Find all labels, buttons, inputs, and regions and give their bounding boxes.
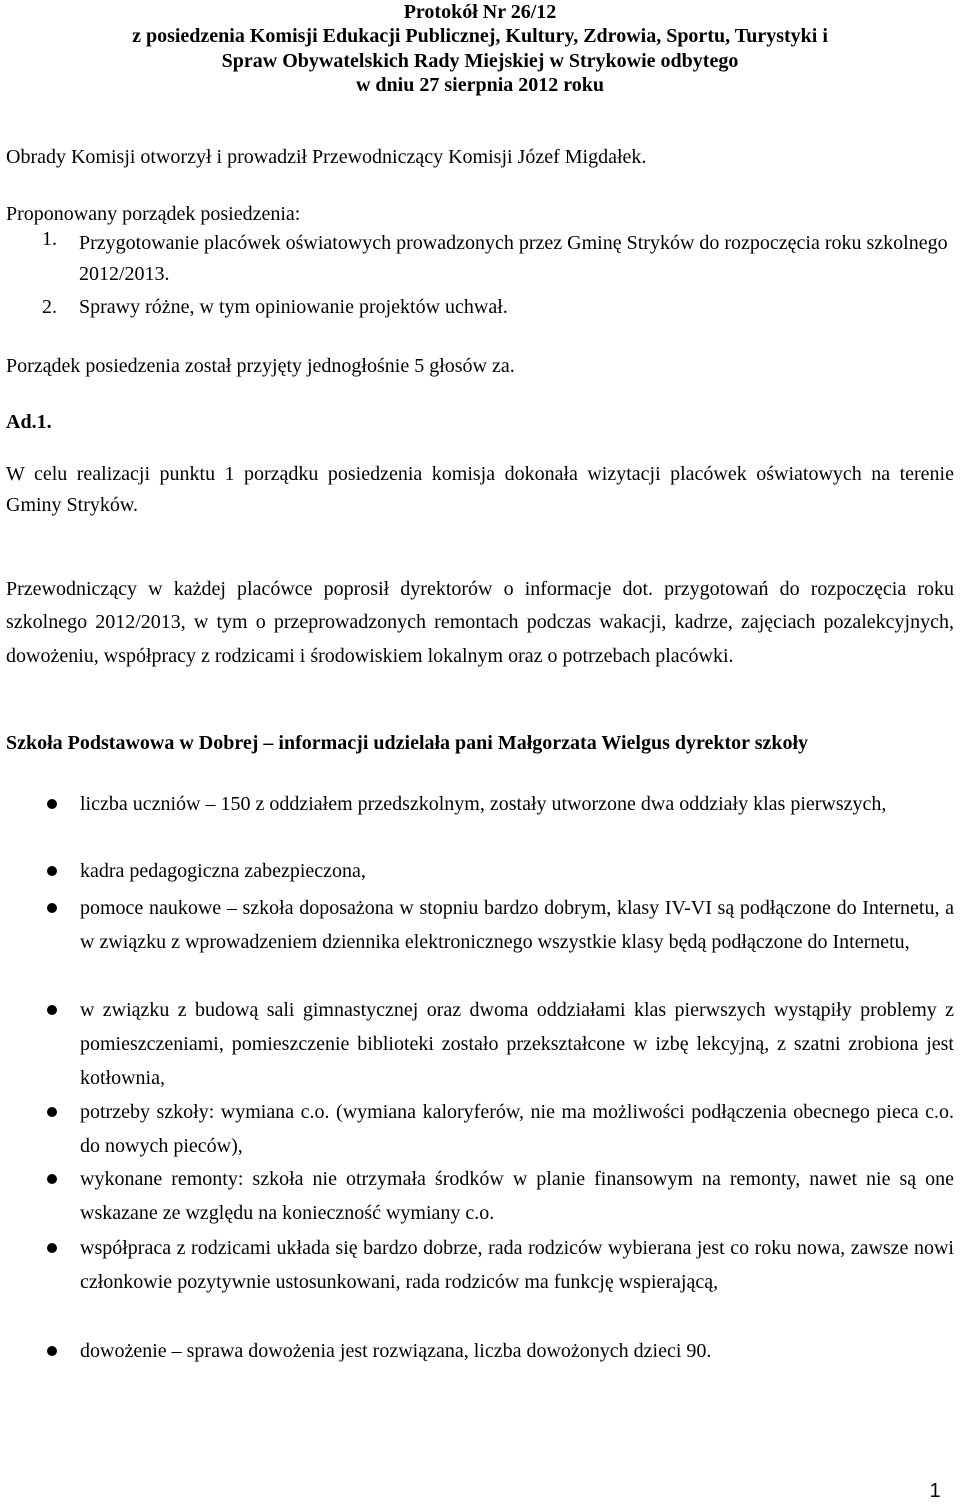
list-item-text: współpraca z rodzicami układa się bardzo dobrze, rada rodziców wybierana jest co roku nowa, zawsze nowi członkowie pozytywnie ustosunkowani, rada rodziców ma funkcję wspierającą, xyxy=(80,1237,954,1293)
agenda-vote: Porządek posiedzenia został przyjęty jednogłośnie 5 głosów za. xyxy=(6,355,515,377)
bullet-icon xyxy=(47,799,57,809)
bullet-icon xyxy=(47,1107,57,1117)
visit-paragraph: W celu realizacji punktu 1 porządku posiedzenia komisja dokonała wizytacji placówek oświatowych na terenie Gminy Stryków. xyxy=(6,463,954,516)
opening-paragraph: Obrady Komisji otworzył i prowadził Przewodniczący Komisji Józef Migdałek. xyxy=(6,146,647,168)
list-item-text: pomoce naukowe – szkoła doposażona w stopniu bardzo dobrym, klasy IV-VI są podłączone do Internetu, a w związku z wprowadzeniem dziennika elektronicznego wszystkie klasy będą podłączone do Internetu, xyxy=(80,897,954,953)
list-item-text: kadra pedagogiczna zabezpieczona, xyxy=(80,860,366,882)
list-item-text: potrzeby szkoły: wymiana c.o. (wymiana kaloryferów, nie ma możliwości podłączenia obecnego pieca c.o. do nowych pieców), xyxy=(80,1101,954,1157)
school-bullet-list xyxy=(6,787,954,1377)
list-item-text: dowożenie – sprawa dowożenia jest rozwiązana, liczba dowożonych dzieci 90. xyxy=(80,1340,712,1362)
bullet-icon xyxy=(47,1346,57,1356)
section-ad1: Ad.1. xyxy=(6,411,52,433)
title-line: Spraw Obywatelskich Rady Miejskiej w Strykowie odbytego xyxy=(221,49,739,72)
agenda-heading: Proponowany porządek posiedzenia: xyxy=(6,203,301,225)
bullet-icon xyxy=(47,903,57,913)
title-line: w dniu 27 sierpnia 2012 roku xyxy=(355,74,605,97)
list-item-text: liczba uczniów – 150 z oddziałem przedszkolnym, zostały utworzone dwa oddziały klas pierwszych, xyxy=(80,793,887,815)
document-title xyxy=(0,0,960,98)
bullet-icon xyxy=(47,1005,57,1015)
bullet-icon xyxy=(47,866,57,876)
agenda-item-number: 1. xyxy=(42,228,57,250)
list-item-text: wykonane remonty: szkoła nie otrzymała środków w planie finansowym na remonty, nawet nie są one wskazane ze względu na konieczność wymiany c.o. xyxy=(80,1168,954,1224)
bullet-icon xyxy=(47,1174,57,1184)
title-line: Protokół Nr 26/12 xyxy=(403,1,557,23)
title-line: z posiedzenia Komisji Edukacji Publicznej, Kultury, Zdrowia, Sportu, Turystyki i xyxy=(132,25,828,48)
bullet-icon xyxy=(47,1243,57,1253)
list-item-text: w związku z budową sali gimnastycznej oraz dwoma oddziałami klas pierwszych wystąpiły problemy z pomieszczeniami, pomieszczenie biblioteki zostało przekształcone w izbę lekcyjną, z szatni zrobiona jest kotłownia, xyxy=(80,999,954,1089)
agenda-item-number: 2. xyxy=(42,296,57,318)
agenda-list xyxy=(6,228,954,338)
chair-paragraph: Przewodniczący w każdej placówce poprosił dyrektorów o informacje dot. przygotowań do rozpoczęcia roku szkolnego 2012/2013, w tym o przeprowadzonych remontach podczas wakacji, kadrze, zajęciach pozalekcyjnych, dowożeniu, współpracy z rodzicami i środowiskiem lokalnym oraz o potrzebach placówki. xyxy=(6,578,954,667)
page-number: 1 xyxy=(929,1480,941,1502)
school-heading: Szkoła Podstawowa w Dobrej – informacji udzielała pani Małgorzata Wielgus dyrektor szkoły xyxy=(6,732,809,754)
agenda-item-text: Przygotowanie placówek oświatowych prowadzonych przez Gminę Stryków do rozpoczęcia roku szkolnego 2012/2013. xyxy=(79,232,948,285)
agenda-item-text: Sprawy różne, w tym opiniowanie projektów uchwał. xyxy=(79,296,508,318)
